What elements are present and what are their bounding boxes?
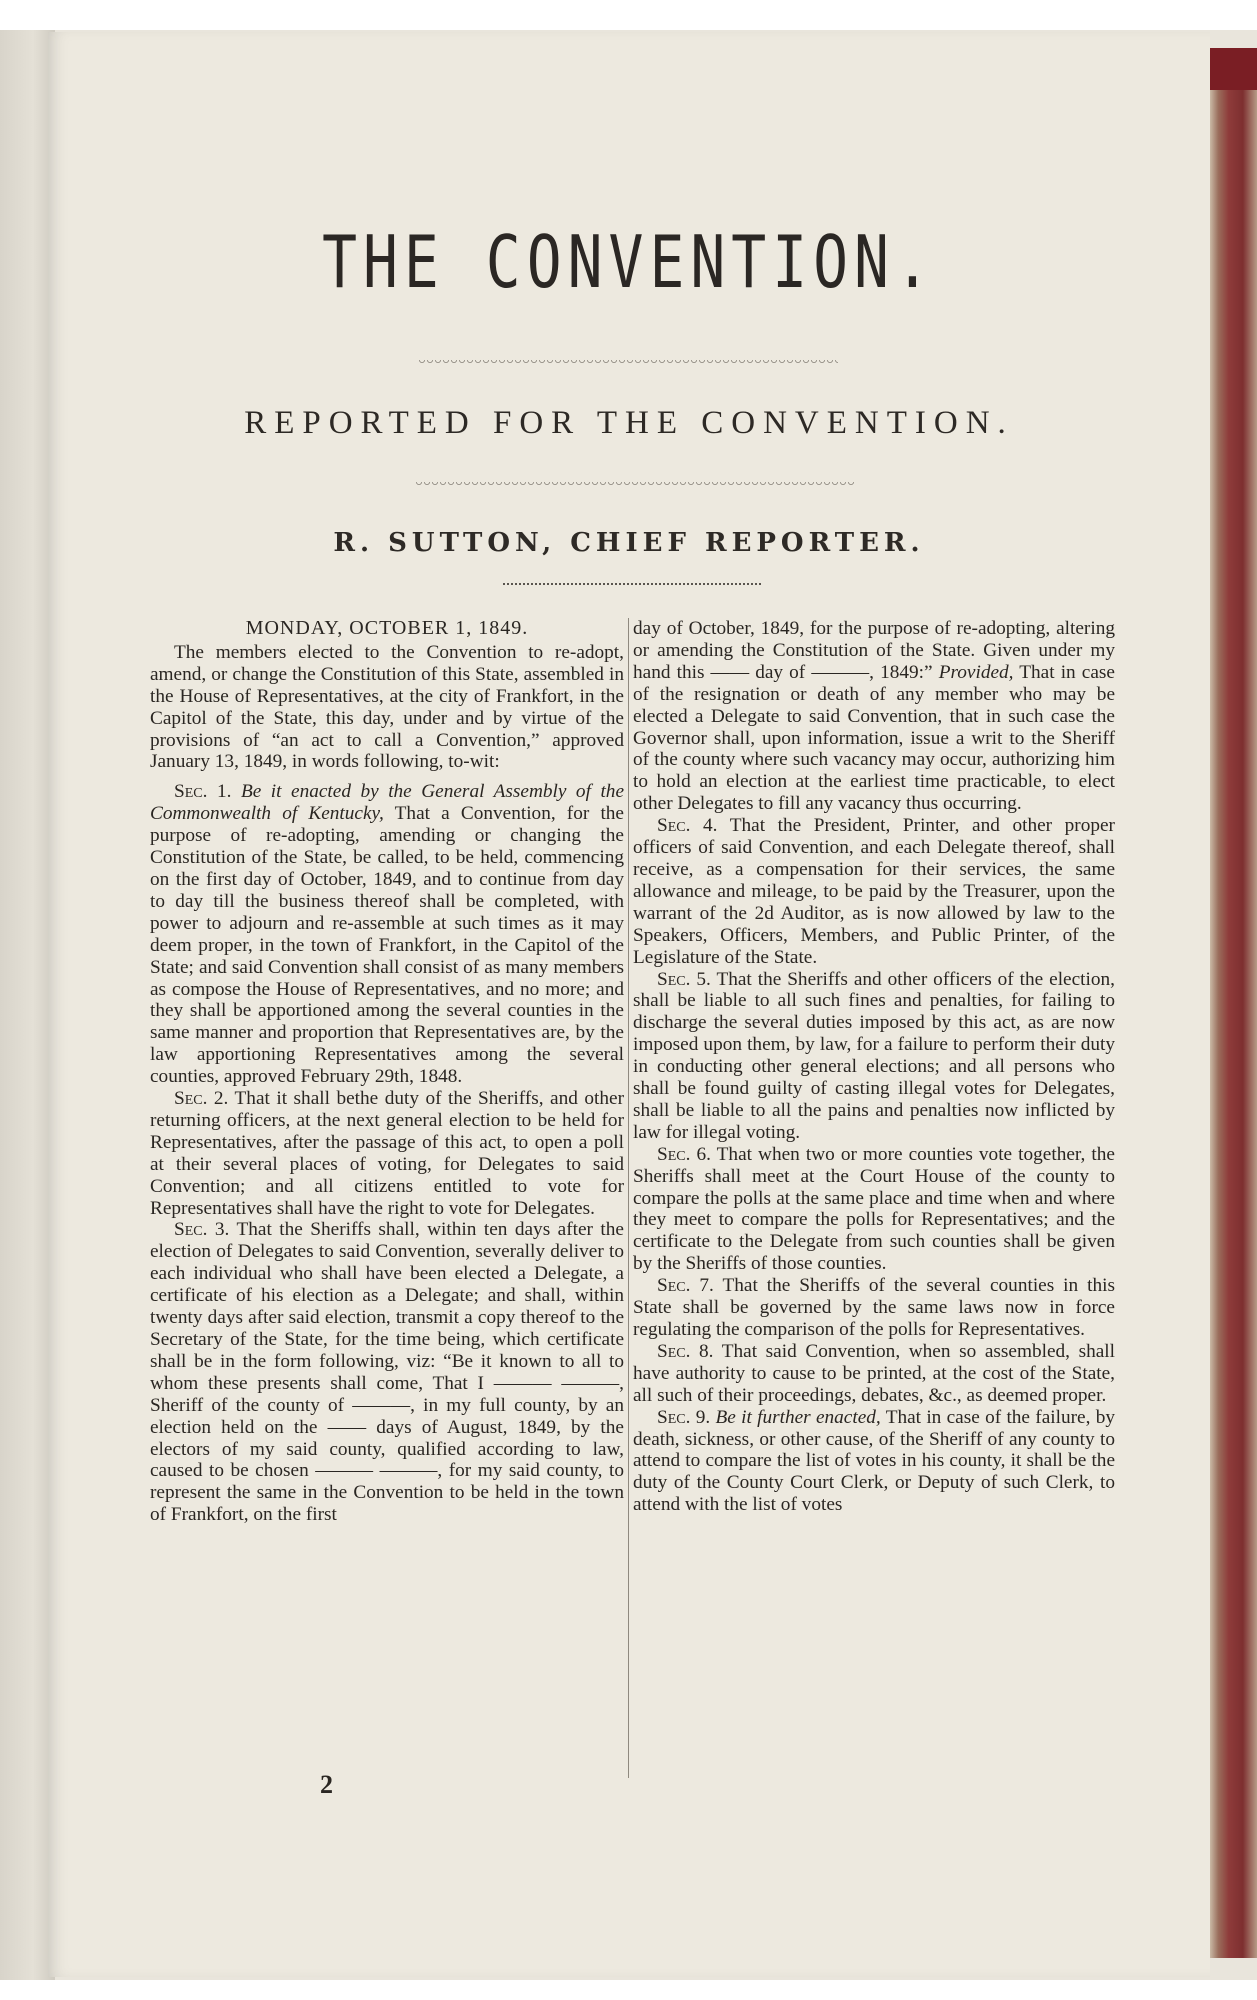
- section-6: Sec. 6. That when two or more counties vote together, the Sheriffs shall meet at the Court House of the county to compare the polls at the same place and time when and where they meet to compare the polls for Representatives; and the certificate to the Delegate from such counties shall be given by the Sheriffs of those counties.: [633, 1143, 1115, 1275]
- page-subtitle: REPORTED FOR THE CONVENTION.: [244, 405, 1014, 441]
- section-label: Sec. 5.: [657, 968, 711, 990]
- section-7: Sec. 7. That the Sheriffs of the several counties in this State shall be governed by the same laws now in force regulating the comparison of the polls for Representatives.: [633, 1275, 1115, 1340]
- section-label: Sec. 3.: [174, 1219, 230, 1241]
- section-label: Sec. 8.: [657, 1340, 714, 1362]
- section-2: Sec. 2. That it shall bethe duty of the Sheriffs, and other returning officers, at the next general election to be held for Representatives, after the passage of this act, to open a poll at their several places of voting, for Delegates to said Convention; and all citizens entitled to vote for Representatives shall have the right to vote for Delegates.: [150, 1088, 624, 1219]
- enacting-clause: Be it enacted by the General Assembly of the Commonwealth of Kentucky,: [150, 781, 625, 825]
- continuation-paragraph: day of October, 1849, for the purpose of re-adopting, altering or amending the Constitution of the State. Given under my hand this —— day of ———, 1849:” Provided, That in case of the resignation or death of any member who may be elected a Delegate to said Convention, that in such case the Governor shall, upon information, issue a writ to the Sheriff of the county where such vacancy may occur, authorizing him to hold an election at the earliest time practicable, to elect other Delegates to fill any vacancy thus occurring.: [633, 618, 1115, 815]
- left-page-edge: [0, 30, 55, 1980]
- dotted-rule: [503, 583, 761, 585]
- section-label: Sec. 7.: [657, 1275, 714, 1297]
- right-column: [633, 618, 1115, 1516]
- book-spine: [1210, 48, 1257, 1958]
- page-number: 2: [320, 1770, 333, 1799]
- section-4: Sec. 4. That the President, Printer, and other proper officers of said Convention, and each Delegate thereof, shall receive, as a compensation for their services, the same allowance and mileage, to be paid by the Treasurer, upon the warrant of the 2d Auditor, as is now allowed by law to the Speakers, Officers, Members, and Public Printer, of the Legislature of the State.: [633, 815, 1115, 968]
- section-9: Sec. 9. Be it further enacted, That in case of the failure, by death, sickness, or other cause, of the Sheriff of any county to attend to compare the list of votes in his county, it shall be the duty of the County Court Clerk, or Deputy of such Clerk, to attend with the list of votes: [633, 1406, 1115, 1516]
- column-divider: [628, 618, 629, 1778]
- section-1: Sec. 1. Be it enacted by the General Assembly of the Commonwealth of Kentucky, That a Convention, for the purpose of re-adopting, amending or changing the Constitution of the State, be called, to be held, commencing on the first day of October, 1849, and to continue from day to day till the business thereof shall be completed, with power to adjourn and re-assemble at such times as it may deem proper, in the town of Frankfort, in the Capitol of the State; and said Convention shall consist of as many members as compose the House of Representatives, and no more; and they shall be apportioned among the several counties in the same manner and proportion that Representatives are, by the law apportioning Representatives among the several counties, approved February 29th, 1848.: [150, 781, 625, 1088]
- intro-paragraph: The members elected to the Convention to re-adopt, amend, or change the Constitution of this State, assembled in the House of Representatives, at the city of Frankfort, in the Capitol of the State, this day, under and by virtue of the provisions of “an act to call a Convention,” approved January 13, 1849, in words following, to-wit:: [150, 641, 624, 773]
- wavy-rule-top: [418, 360, 838, 368]
- session-date: MONDAY, OCTOBER 1, 1849.: [245, 617, 529, 639]
- section-label: Sec. 4.: [657, 815, 718, 837]
- wavy-rule-bottom: [415, 482, 855, 490]
- section-3: Sec. 3. That the Sheriffs shall, within ten days after the election of Delegates to said Convention, severally deliver to each individual who shall have been elected a Delegate, a certificate of his election as a Delegate; and shall, within twenty days after said election, transmit a copy thereof to the Secretary of the State, for the time being, which certificate shall be in the form following, viz: “Be it known to all to whom these presents shall come, That I ——— ———, Sheriff of the county of ———, in my full county, by an election held on the —— days of August, 1849, by the electors of my said county, qualified according to law, caused to be chosen ——— ———, for my said county, to represent the same in the Convention to be held in the town of Frankfort, on the first: [150, 1219, 624, 1526]
- page-title: THE CONVENTION.: [322, 219, 936, 305]
- section-label: Sec. 9.: [657, 1406, 711, 1428]
- reporter-line: R. SUTTON, CHIEF REPORTER.: [333, 528, 925, 558]
- section-5: Sec. 5. That the Sheriffs and other officers of the election, shall be liable to all such fines and penalties, for failing to discharge the several duties imposed by this act, as are now imposed upon them, by law, for a failure to perform their duty in conducting other general elections; and all persons who shall be found guilty of casting illegal votes for Delegates, shall be liable to all the pains and penalties now inflicted by law for illegal voting.: [633, 968, 1115, 1143]
- section-label: Sec. 2.: [174, 1088, 229, 1110]
- book-spine-top: [1210, 48, 1257, 90]
- section-8: Sec. 8. That said Convention, when so assembled, shall have authority to cause to be printed, at the cost of the State, all such of their proceedings, debates, &c., as deemed proper.: [633, 1340, 1115, 1406]
- left-column: [150, 618, 624, 1526]
- section-label: Sec. 6.: [657, 1143, 711, 1165]
- section-label: Sec. 1.: [174, 781, 232, 803]
